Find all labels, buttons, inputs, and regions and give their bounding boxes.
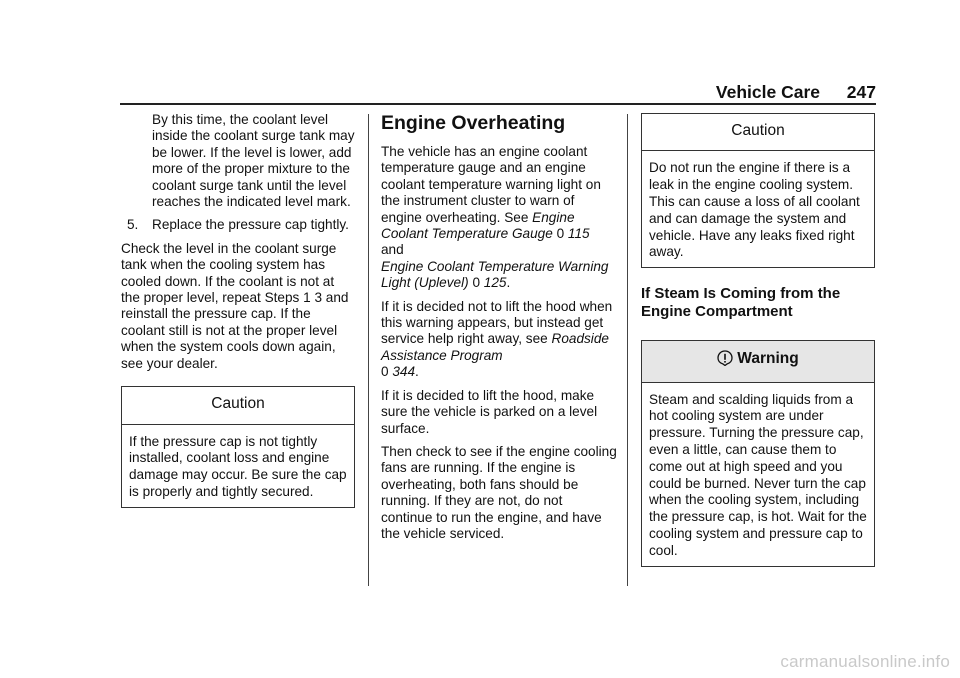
- page-ref-125[interactable]: 125: [483, 275, 507, 291]
- p2-text: If it is decided not to lift the hood when this warning appears, but instead get service help right away, see: [381, 298, 613, 347]
- caution-box-pressure-cap: [121, 386, 355, 508]
- column-2: [381, 112, 617, 549]
- page-ref-icon: 0: [381, 364, 389, 380]
- overheating-paragraph-4: Then check to see if the engine cooling fans are running. If the engine is overheating, both fans should be running. If they are not, do not continue to run the engine, and have the vehicle serviced.: [381, 443, 617, 541]
- p1-and: and: [381, 242, 404, 258]
- step-5-number: 5.: [127, 217, 139, 233]
- warning-body: Steam and scalding liquids from a hot cooling system are under pressure. Turning the pressure cap, even a little, can cause them to come out at high speed and you could be burned. Never turn the cap when the cooling system, including the pressure cap, is hot. Wait for the cooling system and pressure cap to cool.: [649, 391, 867, 558]
- warning-box-steam: [641, 340, 875, 566]
- step-5-text: Replace the pressure cap tightly.: [152, 217, 349, 233]
- column-divider-right: [627, 114, 628, 586]
- steam-subheading: If Steam Is Coming from the Engine Compartment: [641, 285, 841, 321]
- page-ref-115[interactable]: 115: [567, 226, 590, 242]
- link-engine-coolant-temperature-gauge[interactable]: Engine Coolant Temperature Gauge: [381, 209, 575, 242]
- caution-title: Caution: [642, 114, 874, 151]
- watermark: carmanualsonline.info: [780, 652, 950, 671]
- caution-box-leak: [641, 113, 875, 268]
- warning-header: [642, 341, 874, 382]
- header-divider: [120, 103, 876, 105]
- column-3: [641, 113, 875, 567]
- section-title: Vehicle Care: [715, 82, 820, 102]
- warning-title: Warning: [737, 350, 799, 368]
- p1-text: The vehicle has an engine coolant temperature gauge and an engine coolant temperature warning light on the instrument cluster to warn of engine overheating. See: [381, 144, 601, 225]
- overheating-paragraph-2: If it is decided not to lift the hood when this warning appears, but instead get service help right away, see Roadside Assistance Program 0 344.: [381, 298, 613, 380]
- column-1: [121, 112, 356, 508]
- step-4-continued: By this time, the coolant level inside the coolant surge tank may be lower. If the level is lower, add more of the proper mixture to the coolant surge tank until the level reaches the indicated level mark.: [152, 112, 355, 210]
- warning-icon: [717, 350, 733, 370]
- link-engine-coolant-temperature-warning-light[interactable]: Engine Coolant Temperature Warning Light (Uplevel): [381, 258, 609, 291]
- overheating-paragraph-3: If it is decided to lift the hood, make sure the vehicle is parked on a level surface.: [381, 387, 598, 436]
- column-divider-left: [368, 114, 369, 586]
- page-number: 247: [846, 82, 876, 102]
- caution-title: Caution: [122, 387, 354, 424]
- step-5: [121, 217, 356, 233]
- section-heading: Engine Overheating: [381, 112, 566, 134]
- link-roadside-assistance-program[interactable]: Roadside Assistance Program: [381, 331, 609, 363]
- caution-body: Do not run the engine if there is a leak in the engine cooling system. This can cause a loss of all coolant and can damage the system and vehicle. Have any leaks fixed right away.: [649, 160, 860, 260]
- coolant-check-paragraph: Check the level in the coolant surge tank when the cooling system has cooled down. If the coolant is not at the proper level, repeat Steps 1 3 and reinstall the pressure cap. If the coolant still is not at the proper level when the system cools down again, see your dealer.: [121, 240, 349, 371]
- caution-body: If the pressure cap is not tightly installed, coolant loss and engine damage may occur. Be sure the cap is properly and tightly secured.: [129, 433, 347, 499]
- overheating-paragraph-1: The vehicle has an engine coolant temperature gauge and an engine coolant temperature warning light on the instrument cluster to warn of engine overheating. See Engine Coolant Temperature Gauge 0 115 and Engine Coolant Temperature Warning Light (Uplevel) 0 125.: [381, 144, 609, 291]
- page-ref-icon: 0: [472, 275, 480, 291]
- page-ref-344[interactable]: 344: [392, 364, 416, 380]
- page-ref-icon: 0: [556, 226, 565, 242]
